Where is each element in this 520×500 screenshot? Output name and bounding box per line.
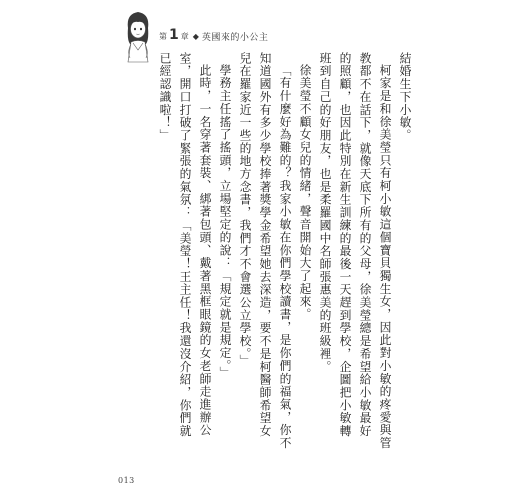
paragraph: 徐美瑩不顧女兒的情緒，聲音開始大了起來。 — [298, 63, 312, 321]
paragraph: 結婚生下小敏。 — [398, 52, 412, 142]
chapter-title: 英國來的小公主 — [201, 32, 269, 43]
chapter-suffix: 章 — [180, 31, 189, 41]
chapter-separator: ◆ — [192, 31, 199, 41]
page-number: 013 — [118, 476, 135, 485]
paragraph: 「有什麼好為難的？我家小敏在你們學校讀書，是你們的福氣，你不知道國外有多少學校捧著獎學金希望她去深造，要不是柯醫師希望女兒在羅家近一些的地方念書，我們才不會選公立學校。」 — [238, 52, 292, 450]
paragraph: 此時，一名穿著套裝、綁著包頭、戴著黑框眼鏡的女老師走進辦公室，開口打破了緊張的氣氛：「美瑩！王主任！我還沒介紹，你們就已經認識啦！」 — [158, 52, 212, 438]
chapter-prefix: 第 — [159, 31, 167, 41]
paragraph: 學務主任搖了搖頭，立場堅定的說：「規定就是規定。」 — [218, 63, 232, 380]
paragraph: 柯家是和徐美瑩只有柯小敏這個寶貝獨生女，因此對小敏的疼愛與管教都不在話下，就像天底下所有的父母，徐美瑩總是希望給小敏最好的照顧，也因此特別在新生訓練的最後一天趕到學校，企圖把小敏轉班到自己的好朋友，也是柔羅國中名師張惠美的班級裡。 — [318, 52, 392, 450]
vertical-body-text — [140, 52, 415, 450]
chapter-heading — [158, 28, 268, 44]
chapter-number: 1 — [169, 27, 179, 43]
